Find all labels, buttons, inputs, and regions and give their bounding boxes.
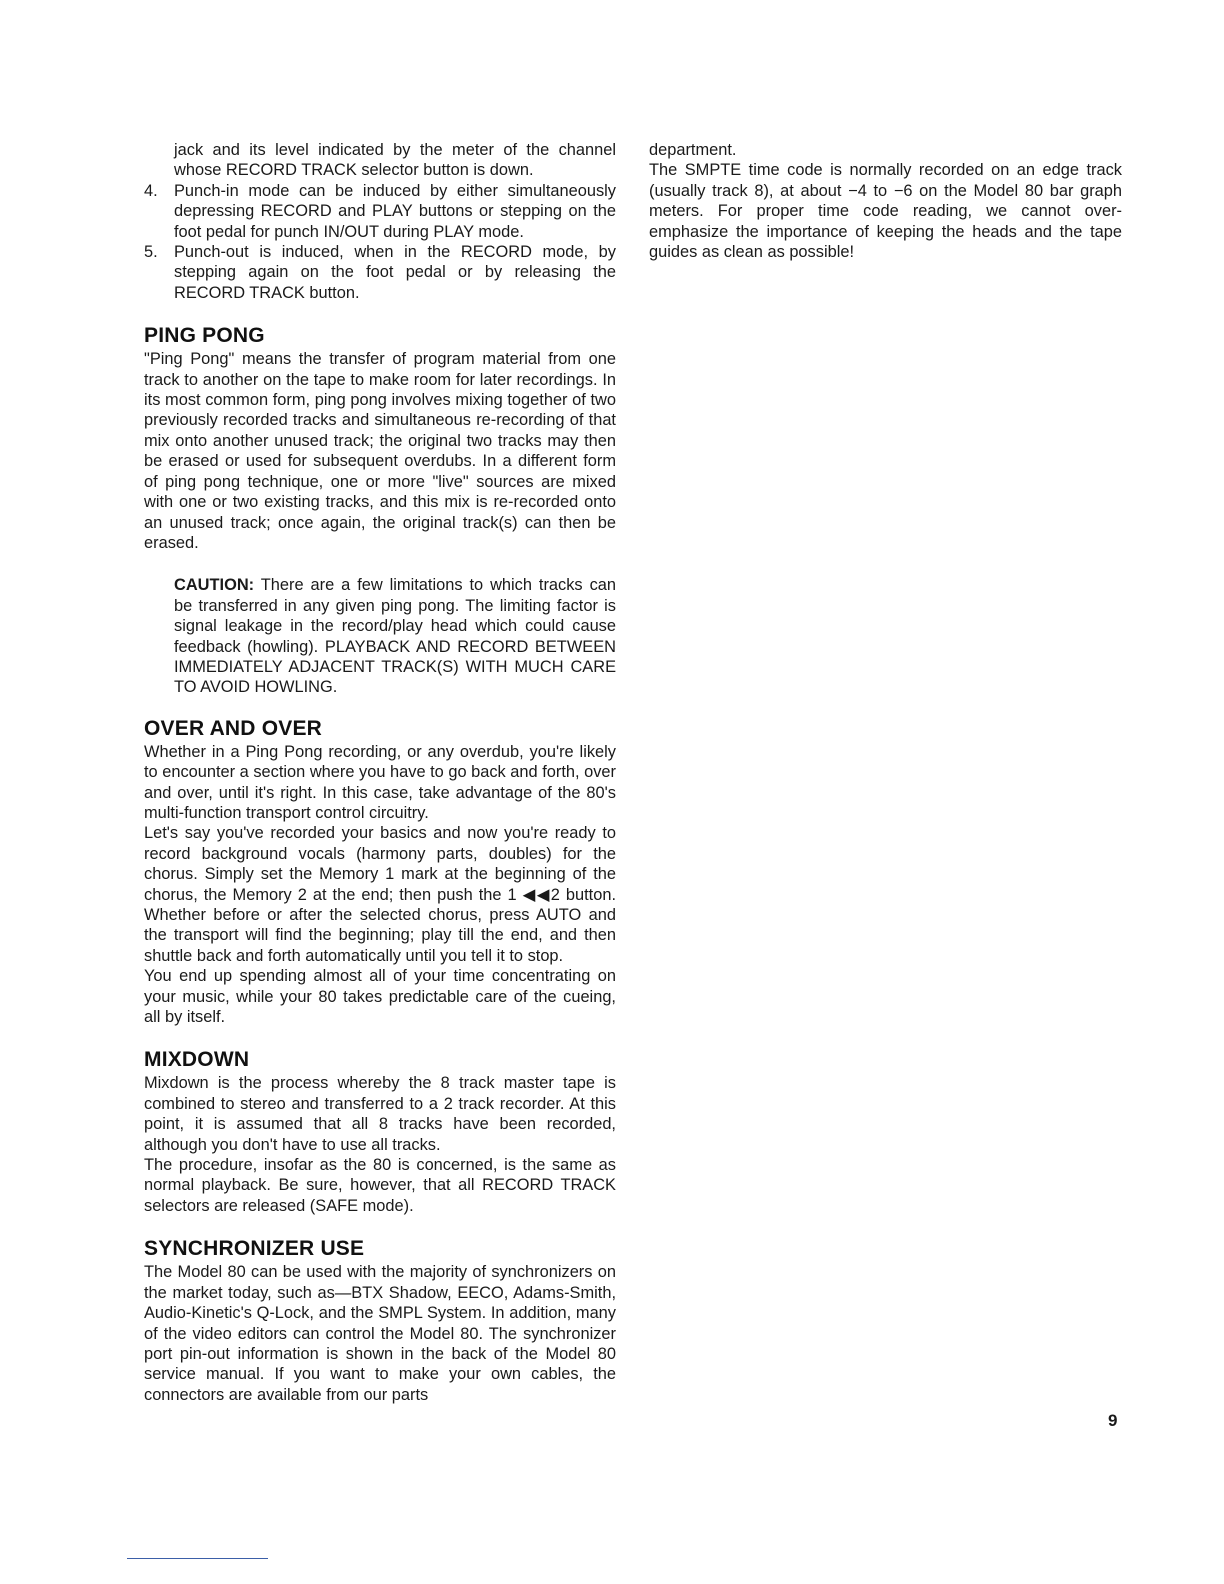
list-text: Punch-out is induced, when in the RECORD mode, by stepping again on the foot pedal or by releasing the RECORD TRACK button. bbox=[174, 243, 616, 302]
list-text: Punch-in mode can be induced by either simultaneously depressing RECORD and PLAY buttons or stepping on the foot pedal for punch IN/OUT during PLAY mode. bbox=[174, 181, 616, 241]
smpte-paragraph: The SMPTE time code is normally recorded on an edge track (usually track 8), at about −4 to −6 on the Model 80 bar graph meters. For proper time code reading, we cannot over-emphasize the importance of keeping the heads and the tape guides as clean as possible! bbox=[649, 161, 1122, 262]
paragraph: Mixdown is the process whereby the 8 track master tape is combined to stereo and transferred to a 2 track recorder. At this point, it is assumed that all 8 tracks have been recorded, although you don't have to use all tracks. bbox=[144, 1074, 616, 1154]
paragraph: The procedure, insofar as the 80 is concerned, is the same as normal playback. Be sure, however, that all RECORD TRACK selectors are released (SAFE mode). bbox=[144, 1156, 616, 1215]
ping-pong-body: "Ping Pong" means the transfer of program material from one track to another on the tape to make room for later recordings. In its most common form, ping pong involves mixing together of two previously recorded tracks and simultaneous re-recording of that mix onto another unused track; the original two tracks may then be erased or used for subsequent overdubs. In a different form of ping pong technique, one or more "live" sources are mixed with one or two existing tracks, and this mix is re-recorded onto an unused track; once again, the original track(s) can then be erased. bbox=[144, 350, 616, 552]
list-item bbox=[144, 181, 616, 242]
caution-note bbox=[144, 575, 616, 697]
caution-label: CAUTION: bbox=[174, 576, 255, 595]
left-column bbox=[144, 140, 616, 1405]
list-number: 5. bbox=[144, 243, 158, 262]
paragraph: Whether in a Ping Pong recording, or any overdub, you're likely to encounter a section where you have to go back and forth, over and over, until it's right. In this case, take advantage of the 80's multi-function transport control circuitry. bbox=[144, 742, 616, 822]
page-number: 9 bbox=[1108, 1411, 1118, 1430]
heading-mixdown: MIXDOWN bbox=[144, 1048, 250, 1072]
heading-over-and-over: OVER AND OVER bbox=[144, 716, 323, 740]
caution-text: There are a few limitations to which tracks can be transferred in any given ping pong. The limiting factor is signal leakage in the record/play head which could cause feedback (howling). PLAYBACK AND RECORD BETWEEN IMMEDIATELY ADJACENT TRACK(S) WITH MUCH CARE TO AVOID HOWLING. bbox=[174, 576, 616, 697]
heading-synchronizer-use: SYNCHRONIZER USE bbox=[144, 1237, 365, 1261]
paragraph: Let's say you've recorded your basics and now you're ready to record background vocals (harmony parts, doubles) for the chorus. Simply set the Memory 1 mark at the beginning of the chorus, the Memory 2 at the end; then push the 1 ◀◀2 button. Whether before or after the selected chorus, press AUTO and the transport will find the beginning; play till the end, and then shuttle back and forth automatically until you tell it to stop. bbox=[144, 824, 616, 965]
right-column bbox=[649, 140, 1122, 262]
continuation-text: department. bbox=[649, 141, 737, 159]
list-item bbox=[144, 242, 616, 303]
list-number: 4. bbox=[144, 181, 158, 200]
paragraph: You end up spending almost all of your time concentrating on your music, while your 80 takes predictable care of the cueing, all by itself. bbox=[144, 967, 616, 1027]
synchronizer-body: The Model 80 can be used with the majority of synchronizers on the market today, such as—BTX Shadow, EECO, Adams-Smith, Audio-Kinetic's Q-Lock, and the SMPL System. In addition, many of the video editors can control the Model 80. The synchronizer port pin-out information is shown in the back of the Model 80 service manual. If you want to make your own cables, the connectors are available from our parts bbox=[144, 1263, 616, 1404]
footer-rule bbox=[127, 1558, 268, 1559]
intro-continuation: jack and its level indicated by the meter of the channel whose RECORD TRACK selector button is down. bbox=[174, 141, 616, 180]
heading-ping-pong: PING PONG bbox=[144, 324, 265, 348]
